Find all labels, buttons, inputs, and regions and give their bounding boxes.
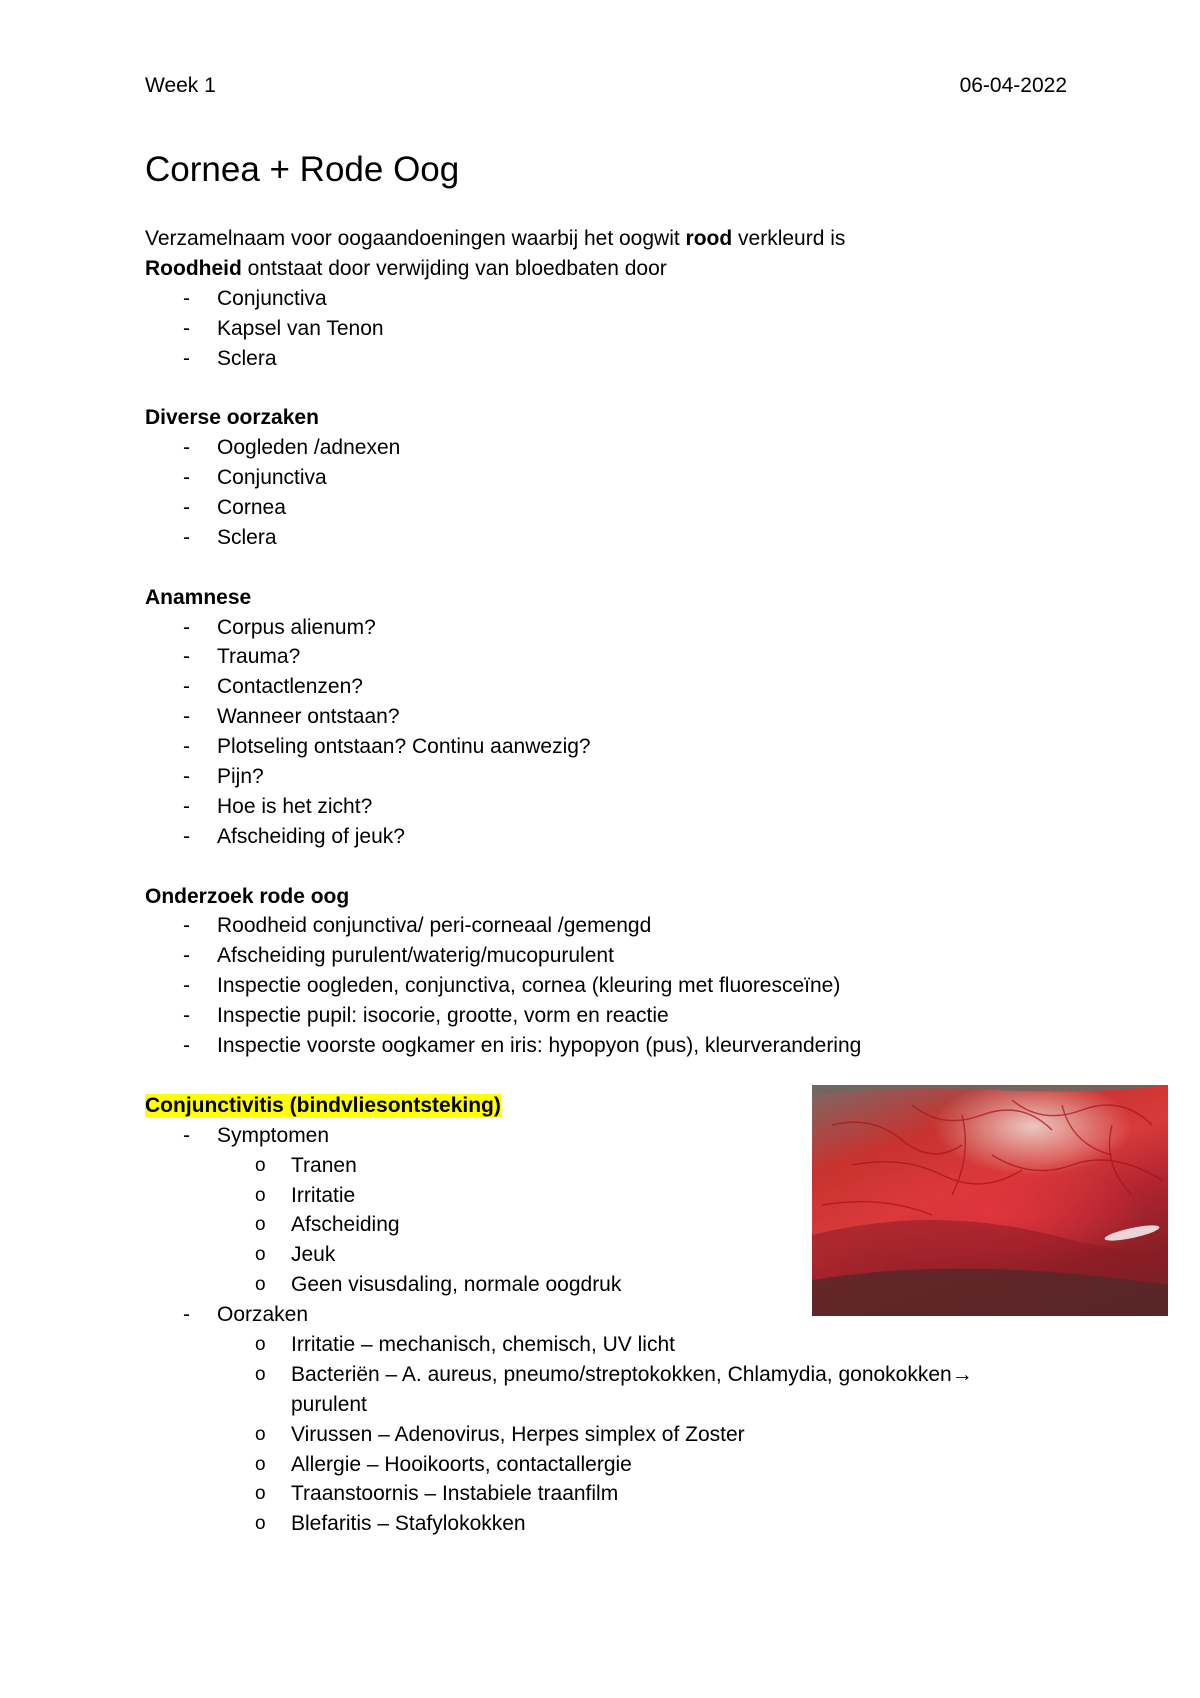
list-item: [145, 523, 1075, 553]
red-eye-photo-vessels: [812, 1085, 1168, 1316]
list-item-text: Trauma?: [217, 645, 301, 669]
sub-list-item-text: Irritatie – mechanisch, chemisch, UV licht: [291, 1332, 675, 1356]
header-date: 06-04-2022: [959, 74, 1067, 97]
sub-list-item: [145, 1509, 1075, 1539]
intro-bold-word: rood: [685, 227, 733, 250]
list-item: [145, 314, 1075, 344]
sub-list-item-text: Bacteriën – A. aureus, pneumo/streptokokken, Chlamydia, gonokokken→: [291, 1362, 973, 1386]
intro-bold-word: Roodheid: [145, 256, 242, 280]
dash-bullet: -: [183, 1004, 190, 1028]
list-item-text: Inspectie pupil: isocorie, grootte, vorm en reactie: [217, 1004, 669, 1028]
list-item-text: Hoe is het zicht?: [217, 794, 373, 818]
list-item-text: Cornea: [217, 496, 286, 520]
dash-bullet: -: [183, 765, 190, 789]
list-item: [145, 463, 1075, 493]
dash-bullet: -: [183, 615, 190, 639]
dash-bullet: -: [183, 1123, 190, 1147]
circle-bullet: o: [255, 1363, 266, 1385]
list-item-text: Afscheiding purulent/waterig/mucopurulent: [217, 944, 614, 968]
circle-bullet: o: [255, 1333, 266, 1355]
sub-list-item-text: Tranen: [291, 1153, 357, 1177]
section-heading-onderzoek: Onderzoek rode oog: [145, 884, 350, 908]
dash-bullet: -: [183, 794, 190, 818]
list-item: [145, 792, 1075, 822]
intro-line-1: [145, 224, 1075, 254]
section-heading-oorzaken: Diverse oorzaken: [145, 406, 319, 430]
sub-list-item: [145, 1420, 1075, 1450]
circle-bullet: o: [255, 1214, 266, 1236]
list-item: [145, 284, 1075, 314]
sub-list-item-text: Virussen – Adenovirus, Herpes simplex of Zoster: [291, 1422, 745, 1446]
list-item: [145, 762, 1075, 792]
dash-bullet: -: [183, 1303, 190, 1327]
list-item-text: Inspectie oogleden, conjunctiva, cornea (kleuring met fluoresceïne): [217, 974, 841, 998]
list-item: [145, 971, 1075, 1001]
sub-list-item-text: Geen visusdaling, normale oogdruk: [291, 1273, 622, 1297]
dash-bullet: -: [183, 286, 190, 310]
list-item-text: Sclera: [217, 346, 277, 370]
dash-bullet: -: [183, 316, 190, 340]
dash-bullet: -: [183, 1034, 190, 1058]
list-item: [145, 1001, 1075, 1031]
list-item: [145, 911, 1075, 941]
intro-text-end: verkleurd is: [732, 227, 846, 250]
list-item: [145, 344, 1075, 374]
list-item-text: Kapsel van Tenon: [217, 316, 384, 340]
circle-bullet: o: [255, 1274, 266, 1296]
header-week: Week 1: [145, 74, 216, 97]
circle-bullet: o: [255, 1453, 266, 1475]
list-item-text: Conjunctiva: [217, 286, 327, 310]
section-heading-anamnese: Anamnese: [145, 585, 252, 609]
sub-list-item-text: Blefaritis – Stafylokokken: [291, 1512, 526, 1536]
list-item: [145, 822, 1075, 852]
list-item-text: Wanneer ontstaan?: [217, 705, 400, 729]
dash-bullet: -: [183, 436, 190, 460]
sub-list-item: [145, 1360, 1075, 1390]
dash-bullet: -: [183, 974, 190, 998]
sub-list-item-continuation: [145, 1390, 1075, 1420]
list-item-text: Afscheiding of jeuk?: [217, 824, 405, 848]
list-item-text: Conjunctiva: [217, 466, 327, 490]
page-title: Cornea + Rode Oog: [145, 150, 460, 189]
sub-list-item-text: Irritatie: [291, 1183, 356, 1207]
circle-bullet: o: [255, 1184, 266, 1206]
spacer: [145, 852, 1075, 882]
circle-bullet: o: [255, 1513, 266, 1535]
list-item: [145, 941, 1075, 971]
list-item-text: Sclera: [217, 525, 277, 549]
list-item-text: Inspectie voorste oogkamer en iris: hypopyon (pus), kleurverandering: [217, 1034, 862, 1058]
dash-bullet: -: [183, 735, 190, 759]
list-item: [145, 613, 1075, 643]
circle-bullet: o: [255, 1154, 266, 1176]
red-eye-photo: [812, 1085, 1168, 1316]
circle-bullet: o: [255, 1244, 266, 1266]
dash-bullet: -: [183, 824, 190, 848]
sub-list-item-text: Afscheiding: [291, 1213, 400, 1237]
dash-bullet: -: [183, 944, 190, 968]
list-item-text: Corpus alienum?: [217, 615, 376, 639]
list-item: [145, 493, 1075, 523]
list-item: [145, 642, 1075, 672]
sub-list-item-text: Jeuk: [291, 1243, 336, 1267]
sub-list-item-text: purulent: [291, 1392, 367, 1416]
circle-bullet: o: [255, 1423, 266, 1445]
circle-bullet: o: [255, 1483, 266, 1505]
list-item-text: Pijn?: [217, 765, 264, 789]
sub-list-item-text: Traanstoornis – Instabiele traanfilm: [291, 1482, 619, 1506]
intro-line-2: [145, 254, 1075, 284]
dash-bullet: -: [183, 705, 190, 729]
list-item: [145, 672, 1075, 702]
spacer: [145, 553, 1075, 583]
dash-bullet: -: [183, 525, 190, 549]
list-item: [145, 702, 1075, 732]
list-item: [145, 1031, 1075, 1061]
dash-bullet: -: [183, 645, 190, 669]
dash-bullet: -: [183, 346, 190, 370]
list-item-text: Symptomen: [217, 1123, 330, 1147]
intro-text: Verzamelnaam voor oogaandoeningen waarbij het oogwit: [145, 227, 686, 250]
dash-bullet: -: [183, 675, 190, 699]
list-item-text: Roodheid conjunctiva/ peri-corneaal /gemengd: [217, 914, 652, 938]
list-item-text: Oorzaken: [217, 1303, 309, 1327]
list-item-text: Plotseling ontstaan? Continu aanwezig?: [217, 735, 591, 759]
sub-list-item: [145, 1450, 1075, 1480]
sub-list-item-text: Allergie – Hooikoorts, contactallergie: [291, 1452, 632, 1476]
highlighted-heading: Conjunctivitis (bindvliesontsteking): [145, 1093, 501, 1117]
list-item: [145, 732, 1075, 762]
intro-text: ontstaat door verwijding van bloedbaten door: [241, 256, 667, 280]
dash-bullet: -: [183, 466, 190, 490]
dash-bullet: -: [183, 914, 190, 938]
list-item-text: Contactlenzen?: [217, 675, 363, 699]
sub-list-item: [145, 1479, 1075, 1509]
document-body: [145, 224, 1075, 1539]
sub-list-item: [145, 1330, 1075, 1360]
spacer: [145, 373, 1075, 403]
list-item: [145, 433, 1075, 463]
list-item-text: Oogleden /adnexen: [217, 436, 401, 460]
dash-bullet: -: [183, 496, 190, 520]
